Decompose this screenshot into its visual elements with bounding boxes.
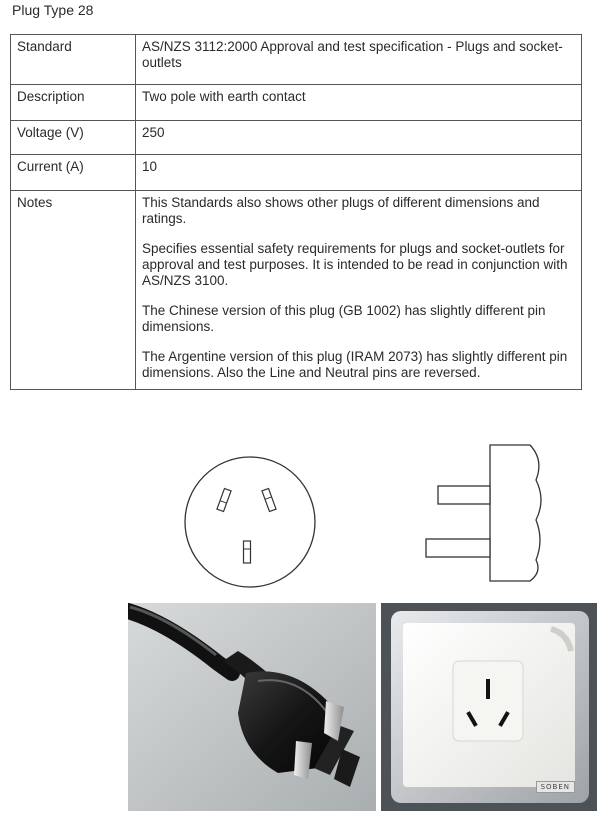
plug-illustration bbox=[128, 603, 376, 811]
plug-photo bbox=[128, 603, 376, 811]
upper-pin-outline bbox=[438, 486, 490, 504]
note-paragraph: Specifies essential safety requirements for plugs and socket-outlets for approval and test purposes. It is intended to be read in conjunction with AS/NZS 3100. bbox=[142, 241, 568, 288]
voltage-value: 250 bbox=[136, 121, 582, 155]
notes-label: Notes bbox=[11, 191, 136, 390]
spec-table bbox=[10, 34, 582, 390]
note-paragraph: The Chinese version of this plug (GB 1002) has slightly different pin dimensions. bbox=[142, 303, 546, 334]
voltage-row bbox=[11, 121, 582, 155]
standard-value: AS/NZS 3112:2000 Approval and test specification - Plugs and socket-outlets bbox=[136, 35, 582, 85]
description-value: Two pole with earth contact bbox=[136, 85, 582, 121]
current-row bbox=[11, 155, 582, 191]
voltage-label: Voltage (V) bbox=[11, 121, 136, 155]
plug-front-diagram bbox=[180, 452, 320, 592]
notes-cell bbox=[136, 191, 582, 390]
plug-side-diagram bbox=[420, 440, 550, 588]
notes-row bbox=[11, 191, 582, 390]
note-paragraph: The Argentine version of this plug (IRAM 2073) has slightly different pin dimensions. Also the Line and Neutral pins are reversed. bbox=[142, 349, 568, 380]
plug-body-outline bbox=[490, 445, 541, 581]
socket-illustration bbox=[381, 603, 597, 811]
current-label: Current (A) bbox=[11, 155, 136, 191]
lower-pin-outline bbox=[426, 539, 490, 557]
socket-brand-label: SOBEN bbox=[536, 781, 575, 793]
page-title: Plug Type 28 bbox=[12, 2, 94, 18]
plug-face-outline bbox=[185, 457, 315, 587]
note-paragraph: This Standards also shows other plugs of different dimensions and ratings. bbox=[142, 195, 540, 226]
earth-pin-slot bbox=[244, 541, 251, 563]
socket-photo bbox=[381, 603, 597, 811]
current-value: 10 bbox=[136, 155, 582, 191]
left-pin-slot bbox=[217, 488, 231, 511]
right-pin-slot bbox=[262, 488, 276, 511]
description-label: Description bbox=[11, 85, 136, 121]
standard-label: Standard bbox=[11, 35, 136, 85]
description-row bbox=[11, 85, 582, 121]
standard-row bbox=[11, 35, 582, 85]
